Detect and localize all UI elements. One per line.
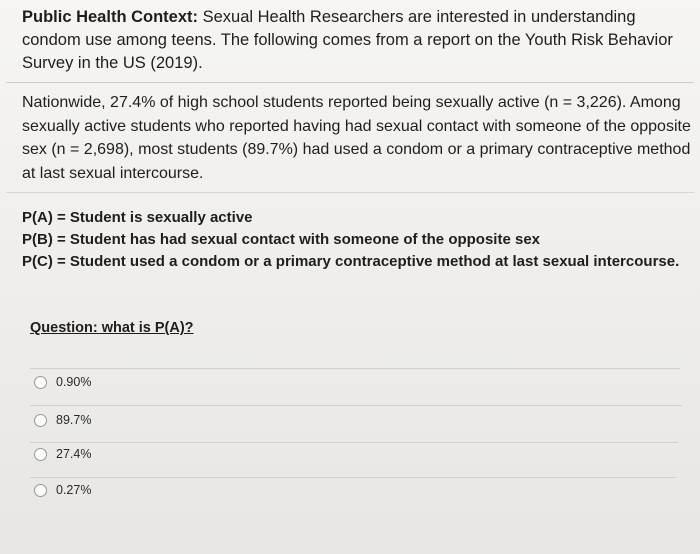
option-separator-3 (30, 477, 676, 478)
radio-button-1[interactable] (34, 376, 47, 389)
question-text: Question: what is P(A)? (30, 320, 194, 336)
radio-button-3[interactable] (34, 448, 47, 461)
definition-a: P(A) = Student is sexually active (22, 209, 253, 226)
context-paragraph (22, 6, 692, 75)
definition-b: P(B) = Student has had sexual contact with someone of the opposite sex (22, 231, 541, 248)
definitions-list (22, 207, 692, 273)
answer-option-2[interactable] (34, 410, 91, 430)
context-label: Public Health Context: (22, 8, 199, 26)
definition-c: P(C) = Student used a condom or a primary contraceptive method at last sexual intercourse. (22, 253, 680, 270)
question-separator (30, 368, 680, 369)
answer-option-3-label: 27.4% (56, 447, 92, 461)
stats-paragraph: Nationwide, 27.4% of high school students reported being sexually active (n = 3,226). Among sexually active students who reported having had sexual contact with someone of the opposite sex (n = 2,698), most students (89.7%) had used a condom or a primary contraceptive method at last sexual intercourse. (22, 94, 691, 182)
radio-button-2[interactable] (34, 414, 47, 427)
radio-button-4[interactable] (34, 484, 47, 497)
answer-option-1[interactable] (34, 372, 91, 392)
answer-option-1-label: 0.90% (56, 375, 92, 389)
option-separator-1 (30, 405, 682, 406)
answer-option-4[interactable] (34, 480, 91, 500)
answer-option-3[interactable] (34, 444, 91, 464)
answer-option-2-label: 89.7% (56, 413, 92, 427)
context-divider (6, 82, 694, 83)
context-text: Sexual Health Researchers are interested in understanding condom use among teens. The following comes from a report on the Youth Risk Behavior Survey in the US (2019). (22, 8, 673, 72)
option-separator-2 (30, 442, 678, 443)
stats-divider (6, 192, 694, 193)
answer-option-4-label: 0.27% (56, 483, 92, 497)
